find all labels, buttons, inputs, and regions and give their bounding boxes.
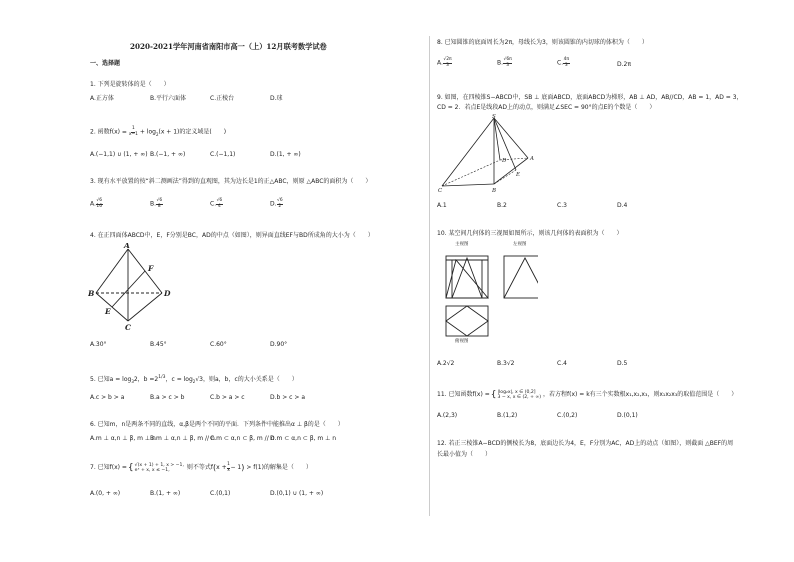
q12-stem-line1: 12. 若正三棱锥A−BCD的侧棱长为8，底面边长为4，E，F分别为AC，AD上的动点（如图），则截面 △BEF的周 [437,440,734,447]
q10-option-a: A.2√2 [437,360,455,367]
q4-stem: 4. 在正四面体ABCD中，E，F分别是BC，AD的中点（如图），则异面直线EF与BD所成角的大小为（ ） [90,232,374,239]
q5-option-a: A.c > b > a [90,394,125,401]
q8-option-c: C. $\frac{4\pi}{3}$ [557,57,570,68]
q9-stem-line1: 9. 如图，在四棱锥S−ABCD中，SB ⊥ 底面ABCD，底面ABCD为梯形，AB ⊥ AD，AB//CD，AB = 1，AD = 3， [437,94,743,101]
q11-option-d: D.(0,1) [617,412,638,419]
q3-option-b: B. $\frac{√6}{8}$ [150,198,163,209]
q4-label-e: E [105,307,111,316]
q5-stem: 5. 已知$a = \log_32$，$b =2^{1/3}$，$c = \log_2√3$，则a，b，c的大小关系是（ ） [90,375,298,385]
q3-option-c: C. $\frac{√6}{4}$ [210,198,223,209]
q9-label-s: S [492,114,496,120]
exam-title: 2020-2021学年河南省南阳市高一（上）12月联考数学试卷 [130,42,327,51]
q6-option-c: C.m ⊂ α,n ⊂ β, m // n [210,435,275,442]
q2-stem-post: + log [139,128,156,136]
q10-option-d: D.5 [617,360,628,367]
q8-option-b: B. $\frac{√6\pi}{3}$ [497,57,512,68]
q9-label-a: A [530,156,534,162]
q6-option-a: A.m ⊥ α,n ⊥ β, m ⊥ n [90,435,156,442]
q1-stem: 1. 下列是旋转体的是（ ） [90,81,170,88]
q4-option-a: A.30° [90,341,107,348]
q9-option-d: D.4 [617,202,628,209]
q2-stem: 2. 函数f(x) = $\frac{1}{x-1}$ + $\log_2(x + 1)$的定义域是( ) [90,126,227,137]
q9-label-d: D [502,158,507,164]
q5-option-c: C.b > a > c [210,394,245,401]
q9-stem-line2: CD = 2．若点E是线段AD上的动点，则满足∠SEC = 90°的点E的个数是（ ） [437,104,656,111]
q4-label-c: C [125,323,131,331]
q6-option-b: B.m ⊥ α,n ⊥ β, m // n [150,435,215,442]
q7-option-d: D.(0,1) ∪ (1, + ∞) [270,490,324,497]
q4-label-b: B [88,289,95,298]
q2-fraction: $\frac{1}{x-1}$ [128,126,138,137]
q7-case-1: √(x + 1) + 1, x > −1, [134,463,184,469]
q7-option-c: C.(0,1) [210,490,231,497]
q9-label-c: C [438,188,443,194]
q11-option-c: C.(0,2) [557,412,578,419]
q8-option-a: A. $\frac{√2\pi}{3}$ [437,57,452,68]
column-divider [429,36,430,516]
q10-stem: 10. 某空间几何体的三视图如图所示，则该几何体的表面积为（ ） [437,230,623,237]
q2-stem-end: (x + 1)的定义域是( ) [158,128,227,136]
q9-option-a: A.1 [437,202,447,209]
q7-option-b: B.(1, + ∞) [150,490,181,497]
q12-stem-line2: 长最小值为（ ） [437,451,492,458]
q4-option-c: C.60° [210,341,227,348]
q6-option-d: D.m ⊂ α,n ⊂ β, m ⊥ n [270,435,337,442]
q9-pyramid-figure [438,114,538,194]
q10-front-view-label: 主视图 [455,242,469,247]
q4-label-f: F [148,264,154,273]
q4-label-d: D [164,289,171,298]
q11-option-b: B.(1,2) [497,412,518,419]
q7-option-a: A.(0, + ∞) [90,490,121,497]
q1-option-c: C.正棱台 [210,95,235,102]
q10-top-view-label: 俯视图 [455,339,469,344]
q3-option-d: D. $\frac{√6}{2}$ [270,198,283,209]
q1-option-b: B.平行六面体 [150,95,187,102]
q7-case-2: eˣ + x, x ≤ −1, [134,468,170,474]
q4-option-b: B.45° [150,341,167,348]
q5-option-b: B.a > c > b [150,394,185,401]
section-heading: 一、选择题 [90,60,121,67]
q11-option-a: A.(2,3) [437,412,458,419]
q3-option-a: A. $\frac{√6}{16}$ [90,198,102,209]
q7-stem: 7. 已知f(x) = { √(x + 1) + 1, x > −1, eˣ + x, x ≤ −1, 则不等式f ( x + $\frac{1}{x}$ − 1 ) > f(1)的解集是（ ） [90,462,312,474]
q11-case-1: |log₂x|, x ∈ (0,2] [497,390,536,395]
q4-label-a: A [124,243,130,250]
q2-stem-pre: 2. 函数f(x) = [90,128,127,136]
q10-three-views-figure [438,240,538,348]
q2-option-c: C.(−1,1) [210,151,236,158]
q10-option-c: C.4 [557,360,567,367]
q11-stem: 11. 已知函数f(x) = { |log₂x|, x ∈ (0,2] 3 − x, x ∈ (2, + ∞) ，若方程f(x) = k有三个实数根x₁,x₂,x₃，则x₁x₂x₃的取值范围是（ ） [437,390,738,400]
q9-option-c: C.3 [557,202,567,209]
q2-option-b: B.(−1, + ∞) [150,151,186,158]
q3-stem: 3. 现有水平放置的按“斜二测画法”得到的直观图，其为边长是1的正△ABC，则原 △ABC的面积为（ ） [90,178,372,185]
q8-option-d: D.2π [617,61,631,68]
q10-side-view-label: 左视图 [513,242,527,247]
q9-option-b: B.2 [497,202,507,209]
q11-case-2: 3 − x, x ∈ (2, + ∞) [497,395,542,400]
q2-option-a: A.(−1,1) ∪ (1, + ∞) [90,151,148,158]
q5-option-d: D.b > c > a [270,394,305,401]
q4-tetrahedron-figure [88,243,178,331]
q8-stem: 8. 已知圆锥的底面周长为2π，母线长为3，则该圆锥的内切球的体积为（ ） [437,39,648,46]
q2-option-d: D.(1, + ∞) [270,151,301,158]
q10-option-b: B.3√2 [497,360,515,367]
q9-label-e: E [516,172,521,178]
q1-option-a: A.正方体 [90,95,114,102]
q4-option-d: D.90° [270,341,288,348]
q9-label-b: B [492,188,497,194]
q1-option-d: D.球 [270,95,283,102]
q6-stem: 6. 已知m，n是两条不同的直线，α,β是两个不同的平面．下列条件中能推出α ⊥ β的是（ ） [90,421,344,428]
